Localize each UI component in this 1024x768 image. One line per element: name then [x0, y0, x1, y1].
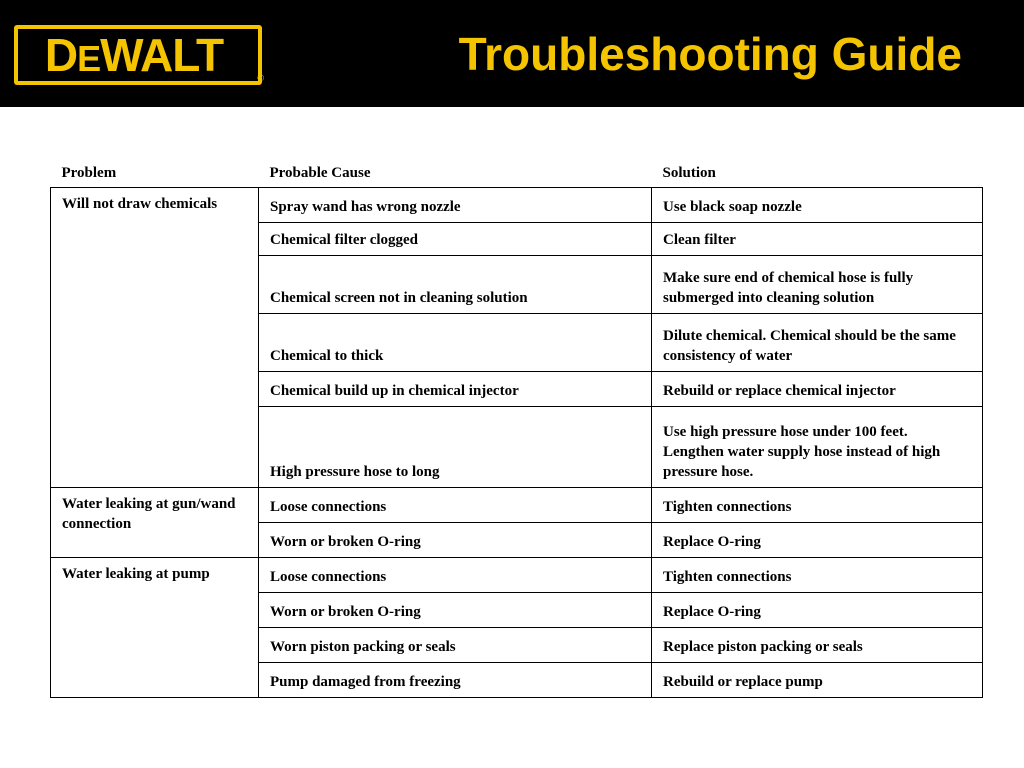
- solution-cell: Make sure end of chemical hose is fully submerged into cleaning solution: [652, 256, 983, 314]
- column-header-problem: Problem: [51, 158, 259, 188]
- solution-cell: Rebuild or replace pump: [652, 663, 983, 698]
- cause-cell: Chemical screen not in cleaning solution: [259, 256, 652, 314]
- solution-cell: Replace O-ring: [652, 593, 983, 628]
- solution-cell: Replace piston packing or seals: [652, 628, 983, 663]
- cause-cell: Loose connections: [259, 488, 652, 523]
- solution-cell: Tighten connections: [652, 488, 983, 523]
- problem-cell: Water leaking at gun/wand connection: [51, 488, 259, 558]
- solution-cell: Replace O-ring: [652, 523, 983, 558]
- cause-cell: Worn or broken O-ring: [259, 593, 652, 628]
- dewalt-logo: [14, 25, 262, 85]
- cause-cell: Chemical filter clogged: [259, 223, 652, 256]
- cause-cell: Spray wand has wrong nozzle: [259, 188, 652, 223]
- header-bar: [0, 0, 1024, 107]
- solution-cell: Rebuild or replace chemical injector: [652, 372, 983, 407]
- solution-cell: Use black soap nozzle: [652, 188, 983, 223]
- page-title: Troubleshooting Guide: [458, 28, 962, 80]
- problem-cell: Will not draw chemicals: [51, 188, 259, 488]
- solution-cell: Tighten connections: [652, 558, 983, 593]
- column-header-solution: Solution: [652, 158, 983, 188]
- cause-cell: Chemical to thick: [259, 314, 652, 372]
- table-row: [51, 558, 983, 593]
- column-header-cause: Probable Cause: [259, 158, 652, 188]
- problem-cell: Water leaking at pump: [51, 558, 259, 698]
- logo-wordmark: DEWALT: [44, 29, 224, 81]
- solution-cell: Clean filter: [652, 223, 983, 256]
- cause-cell: Worn piston packing or seals: [259, 628, 652, 663]
- cause-cell: Worn or broken O-ring: [259, 523, 652, 558]
- cause-cell: Loose connections: [259, 558, 652, 593]
- table-row: [51, 188, 983, 223]
- table-row: [51, 488, 983, 523]
- registered-mark: ®: [257, 73, 264, 83]
- cause-cell: Pump damaged from freezing: [259, 663, 652, 698]
- solution-cell: Use high pressure hose under 100 feet. Lengthen water supply hose instead of high pressure hose.: [652, 407, 983, 488]
- cause-cell: Chemical build up in chemical injector: [259, 372, 652, 407]
- solution-cell: Dilute chemical. Chemical should be the same consistency of water: [652, 314, 983, 372]
- troubleshooting-table: [50, 158, 983, 698]
- cause-cell: High pressure hose to long: [259, 407, 652, 488]
- table-header-row: [51, 158, 983, 188]
